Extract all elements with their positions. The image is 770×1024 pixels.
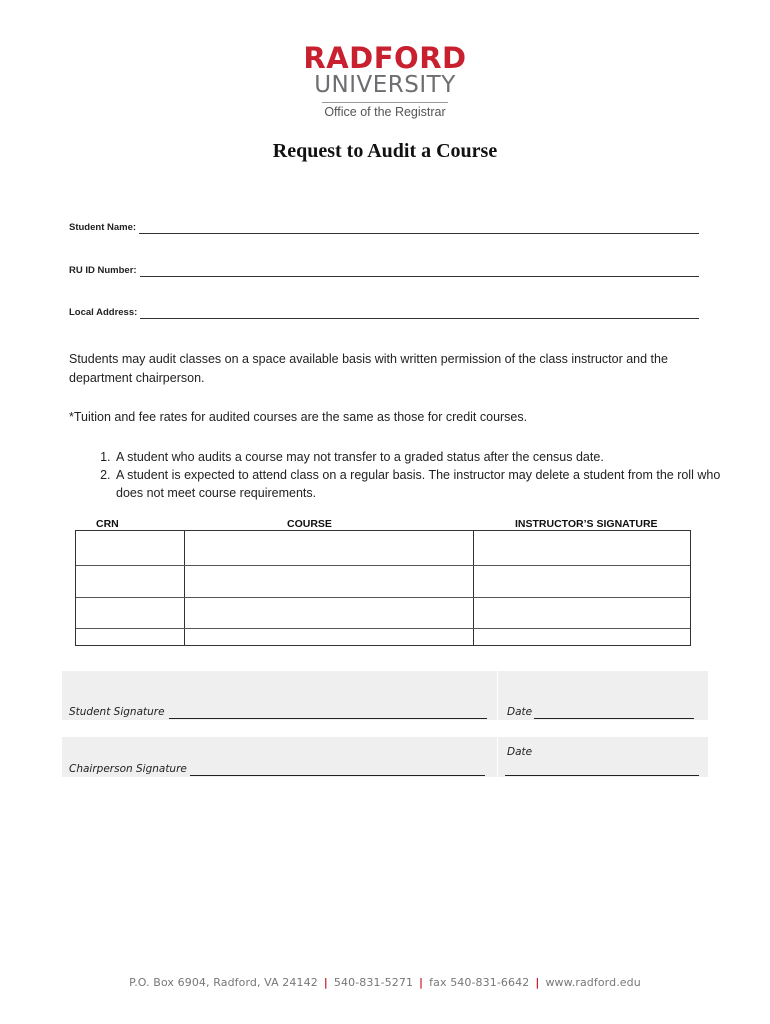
- footer-separator: |: [323, 976, 328, 989]
- student-signature-label: Student Signature: [69, 706, 165, 718]
- footer-address: P.O. Box 6904, Radford, VA 24142: [129, 976, 318, 989]
- footer-fax: fax 540-831-6642: [429, 976, 530, 989]
- ru-id-line[interactable]: [140, 266, 699, 277]
- university-logo: [300, 42, 470, 122]
- local-address-field[interactable]: [69, 303, 699, 319]
- rule-item: 2. A student is expected to attend class on a regular basis. The instructor may delete a student from the roll who does not meet course requirements.: [114, 466, 744, 502]
- local-address-line[interactable]: [140, 308, 699, 319]
- ru-id-label: RU ID Number:: [69, 265, 137, 276]
- logo-divider: [322, 102, 448, 103]
- logo-radford: RADFORD: [303, 41, 467, 75]
- audit-rules-list: [69, 448, 744, 502]
- student-signature-line[interactable]: [169, 717, 487, 719]
- student-date-line[interactable]: [534, 717, 694, 719]
- footer-phone: 540-831-5271: [333, 976, 414, 989]
- footer-website[interactable]: www.radford.edu: [545, 976, 641, 989]
- local-address-label: Local Address:: [69, 307, 138, 318]
- chairperson-signature-label: Chairperson Signature: [69, 763, 187, 775]
- logo-office: Office of the Registrar: [324, 105, 446, 119]
- table-row-divider: [76, 628, 690, 629]
- logo-university: UNIVERSITY: [314, 72, 456, 98]
- course-table-grid: [75, 530, 691, 646]
- table-row-divider: [76, 597, 690, 598]
- footer-contact: [0, 976, 770, 989]
- footer-separator: |: [535, 976, 540, 989]
- student-date-label: Date: [507, 706, 533, 718]
- student-name-label: Student Name:: [69, 222, 137, 233]
- footer-separator: |: [419, 976, 424, 989]
- chairperson-signature-line[interactable]: [190, 774, 485, 776]
- tuition-note: *Tuition and fee rates for audited courses are the same as those for credit courses.: [69, 410, 528, 424]
- table-row-divider: [76, 565, 690, 566]
- course-header: COURSE: [287, 518, 332, 530]
- audit-policy-text: Students may audit classes on a space available basis with written permission of the class instructor and the department chairperson.: [69, 352, 668, 385]
- student-name-field[interactable]: [69, 218, 699, 234]
- crn-header: CRN: [96, 518, 119, 530]
- page-title: Request to Audit a Course: [272, 140, 498, 162]
- ru-id-field[interactable]: [69, 261, 699, 277]
- instructor-signature-header: INSTRUCTOR’S SIGNATURE: [515, 518, 658, 530]
- student-name-line[interactable]: [139, 223, 699, 234]
- chair-date-line[interactable]: [505, 774, 699, 776]
- rule-item: 1. A student who audits a course may not transfer to a graded status after the census date.: [114, 448, 744, 466]
- chair-date-label: Date: [507, 746, 533, 758]
